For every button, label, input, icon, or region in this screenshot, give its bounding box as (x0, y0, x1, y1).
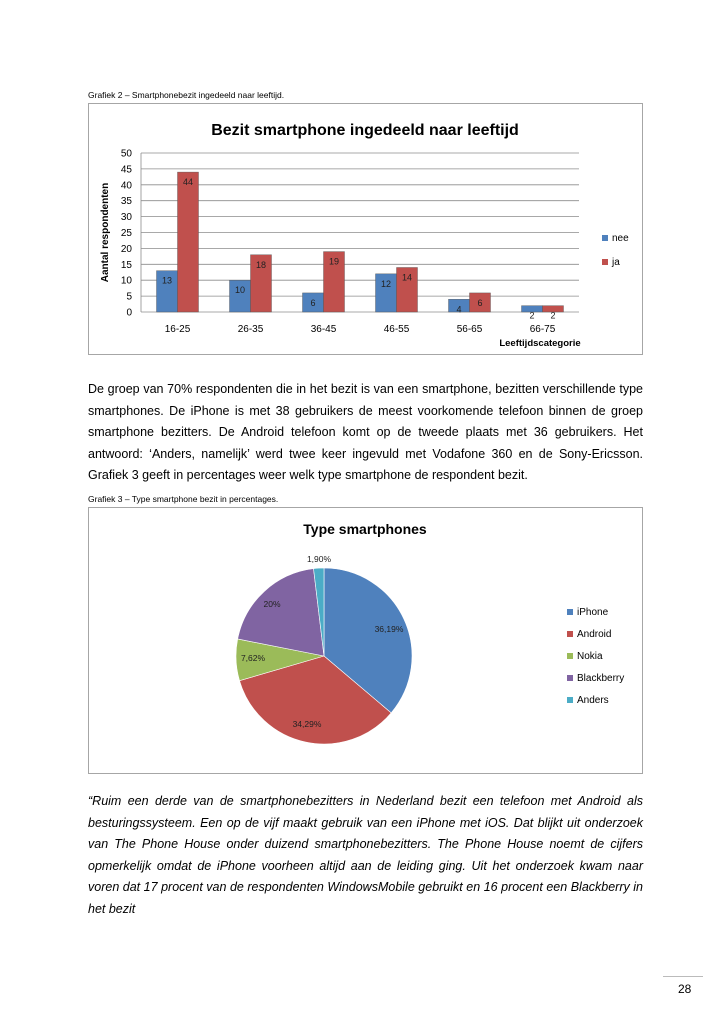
y-tick-label: 5 (126, 291, 132, 303)
bar-ja (178, 172, 199, 312)
bar-chart (89, 104, 642, 354)
bar-value-label: 44 (182, 177, 194, 188)
y-tick-label: 40 (120, 180, 132, 192)
bar-value-label: 10 (234, 285, 246, 296)
x-tick-label: 16-25 (164, 324, 191, 335)
pie-chart (89, 508, 642, 773)
legend-label-iphone: iPhone (577, 607, 609, 618)
legend-label-ja: ja (612, 257, 620, 268)
bar-chart-frame (88, 103, 643, 355)
x-tick-label: 36-45 (310, 324, 337, 335)
bar-value-label: 4 (456, 304, 462, 315)
bar-value-label: 6 (310, 297, 316, 308)
bar-value-label: 6 (477, 297, 483, 308)
x-tick-label: 66-75 (529, 324, 556, 335)
page-number-rule (663, 976, 703, 977)
y-tick-label: 10 (120, 275, 132, 287)
y-tick-label: 30 (120, 212, 132, 224)
page-number: 28 (678, 982, 692, 996)
legend-label-anders: Anders (577, 695, 609, 706)
pie-chart-frame (88, 507, 643, 774)
chart1-caption: Grafiek 2 – Smartphonebezit ingedeeld naar leeftijd. (88, 90, 285, 100)
y-axis-label: Aantal respondenten (100, 182, 111, 283)
pie-slice-label: 7,62% (240, 653, 266, 663)
legend-swatch-android (567, 631, 573, 637)
legend-swatch-ja (602, 259, 608, 265)
y-tick-label: 15 (120, 259, 132, 271)
y-tick-label: 20 (120, 243, 132, 255)
paragraph-1: De groep van 70% respondenten die in het bezit is van een smartphone, bezitten verschillende type smartphones. De iPhone is met 38 gebruikers de meest voorkomende telefoon binnen de groep smartphone bezitters. De Android telefoon komt op de tweede plaats met 36 gebruikers. Het antwoord: ‘Anders, namelijk’ werd twee keer ingevuld met Vodafone 360 en de Sony-Ericsson. Grafiek 3 geeft in percentages weer welk type smartphone de respondent bezit. (88, 382, 643, 482)
legend-swatch-blackberry (567, 675, 573, 681)
legend-swatch-nokia (567, 653, 573, 659)
bar-value-label: 2 (529, 310, 535, 321)
x-axis-label: Leeftijdscategorie (499, 338, 581, 349)
legend-swatch-iphone (567, 609, 573, 615)
y-tick-label: 0 (126, 307, 132, 319)
y-tick-label: 35 (120, 196, 132, 208)
pie-slice-label: 20% (263, 599, 281, 609)
y-tick-label: 50 (120, 148, 132, 160)
pie-slice-label: 34,29% (292, 719, 322, 729)
pie-slice-label: 36,19% (374, 624, 404, 634)
legend-label-blackberry: Blackberry (577, 673, 625, 684)
x-tick-label: 46-55 (383, 324, 410, 335)
bar-value-label: 14 (401, 272, 413, 283)
legend-label-nokia: Nokia (577, 651, 603, 662)
legend-swatch-nee (602, 235, 608, 241)
y-tick-label: 45 (120, 164, 132, 176)
chart2-caption: Grafiek 3 – Type smartphone bezit in percentages. (88, 494, 279, 504)
bar-value-label: 18 (255, 259, 267, 270)
x-tick-label: 26-35 (237, 324, 264, 335)
bar-value-label: 13 (161, 275, 173, 286)
legend-label-nee: nee (612, 233, 629, 244)
paragraph-2-quote: “Ruim een derde van de smartphonebezitters in Nederland bezit een telefoon met Android als besturingssysteem. Een op de vijf maakt gebruik van een iPhone met iOS. Dat blijkt uit onderzoek van The Phone House onder duizend smartphonebezitters. The Phone House noemt de cijfers opmerkelijk omdat de iPhone voorheen altijd aan de leiding ging. Uit het onderzoek kwam naar voren dat 17 procent van de respondenten WindowsMobile gebruikt en 16 procent een Blackberry in het bezit (88, 794, 643, 916)
legend-swatch-anders (567, 697, 573, 703)
x-tick-label: 56-65 (456, 324, 483, 335)
bar-value-label: 12 (380, 278, 392, 289)
pie-slice-label: 1,90% (306, 554, 332, 564)
chart-title: Bezit smartphone ingedeeld naar leeftijd (211, 122, 519, 139)
legend-label-android: Android (577, 629, 612, 640)
bar-value-label: 2 (550, 310, 556, 321)
chart-title: Type smartphones (303, 521, 427, 537)
bar-value-label: 19 (328, 256, 340, 267)
y-tick-label: 25 (120, 228, 132, 239)
